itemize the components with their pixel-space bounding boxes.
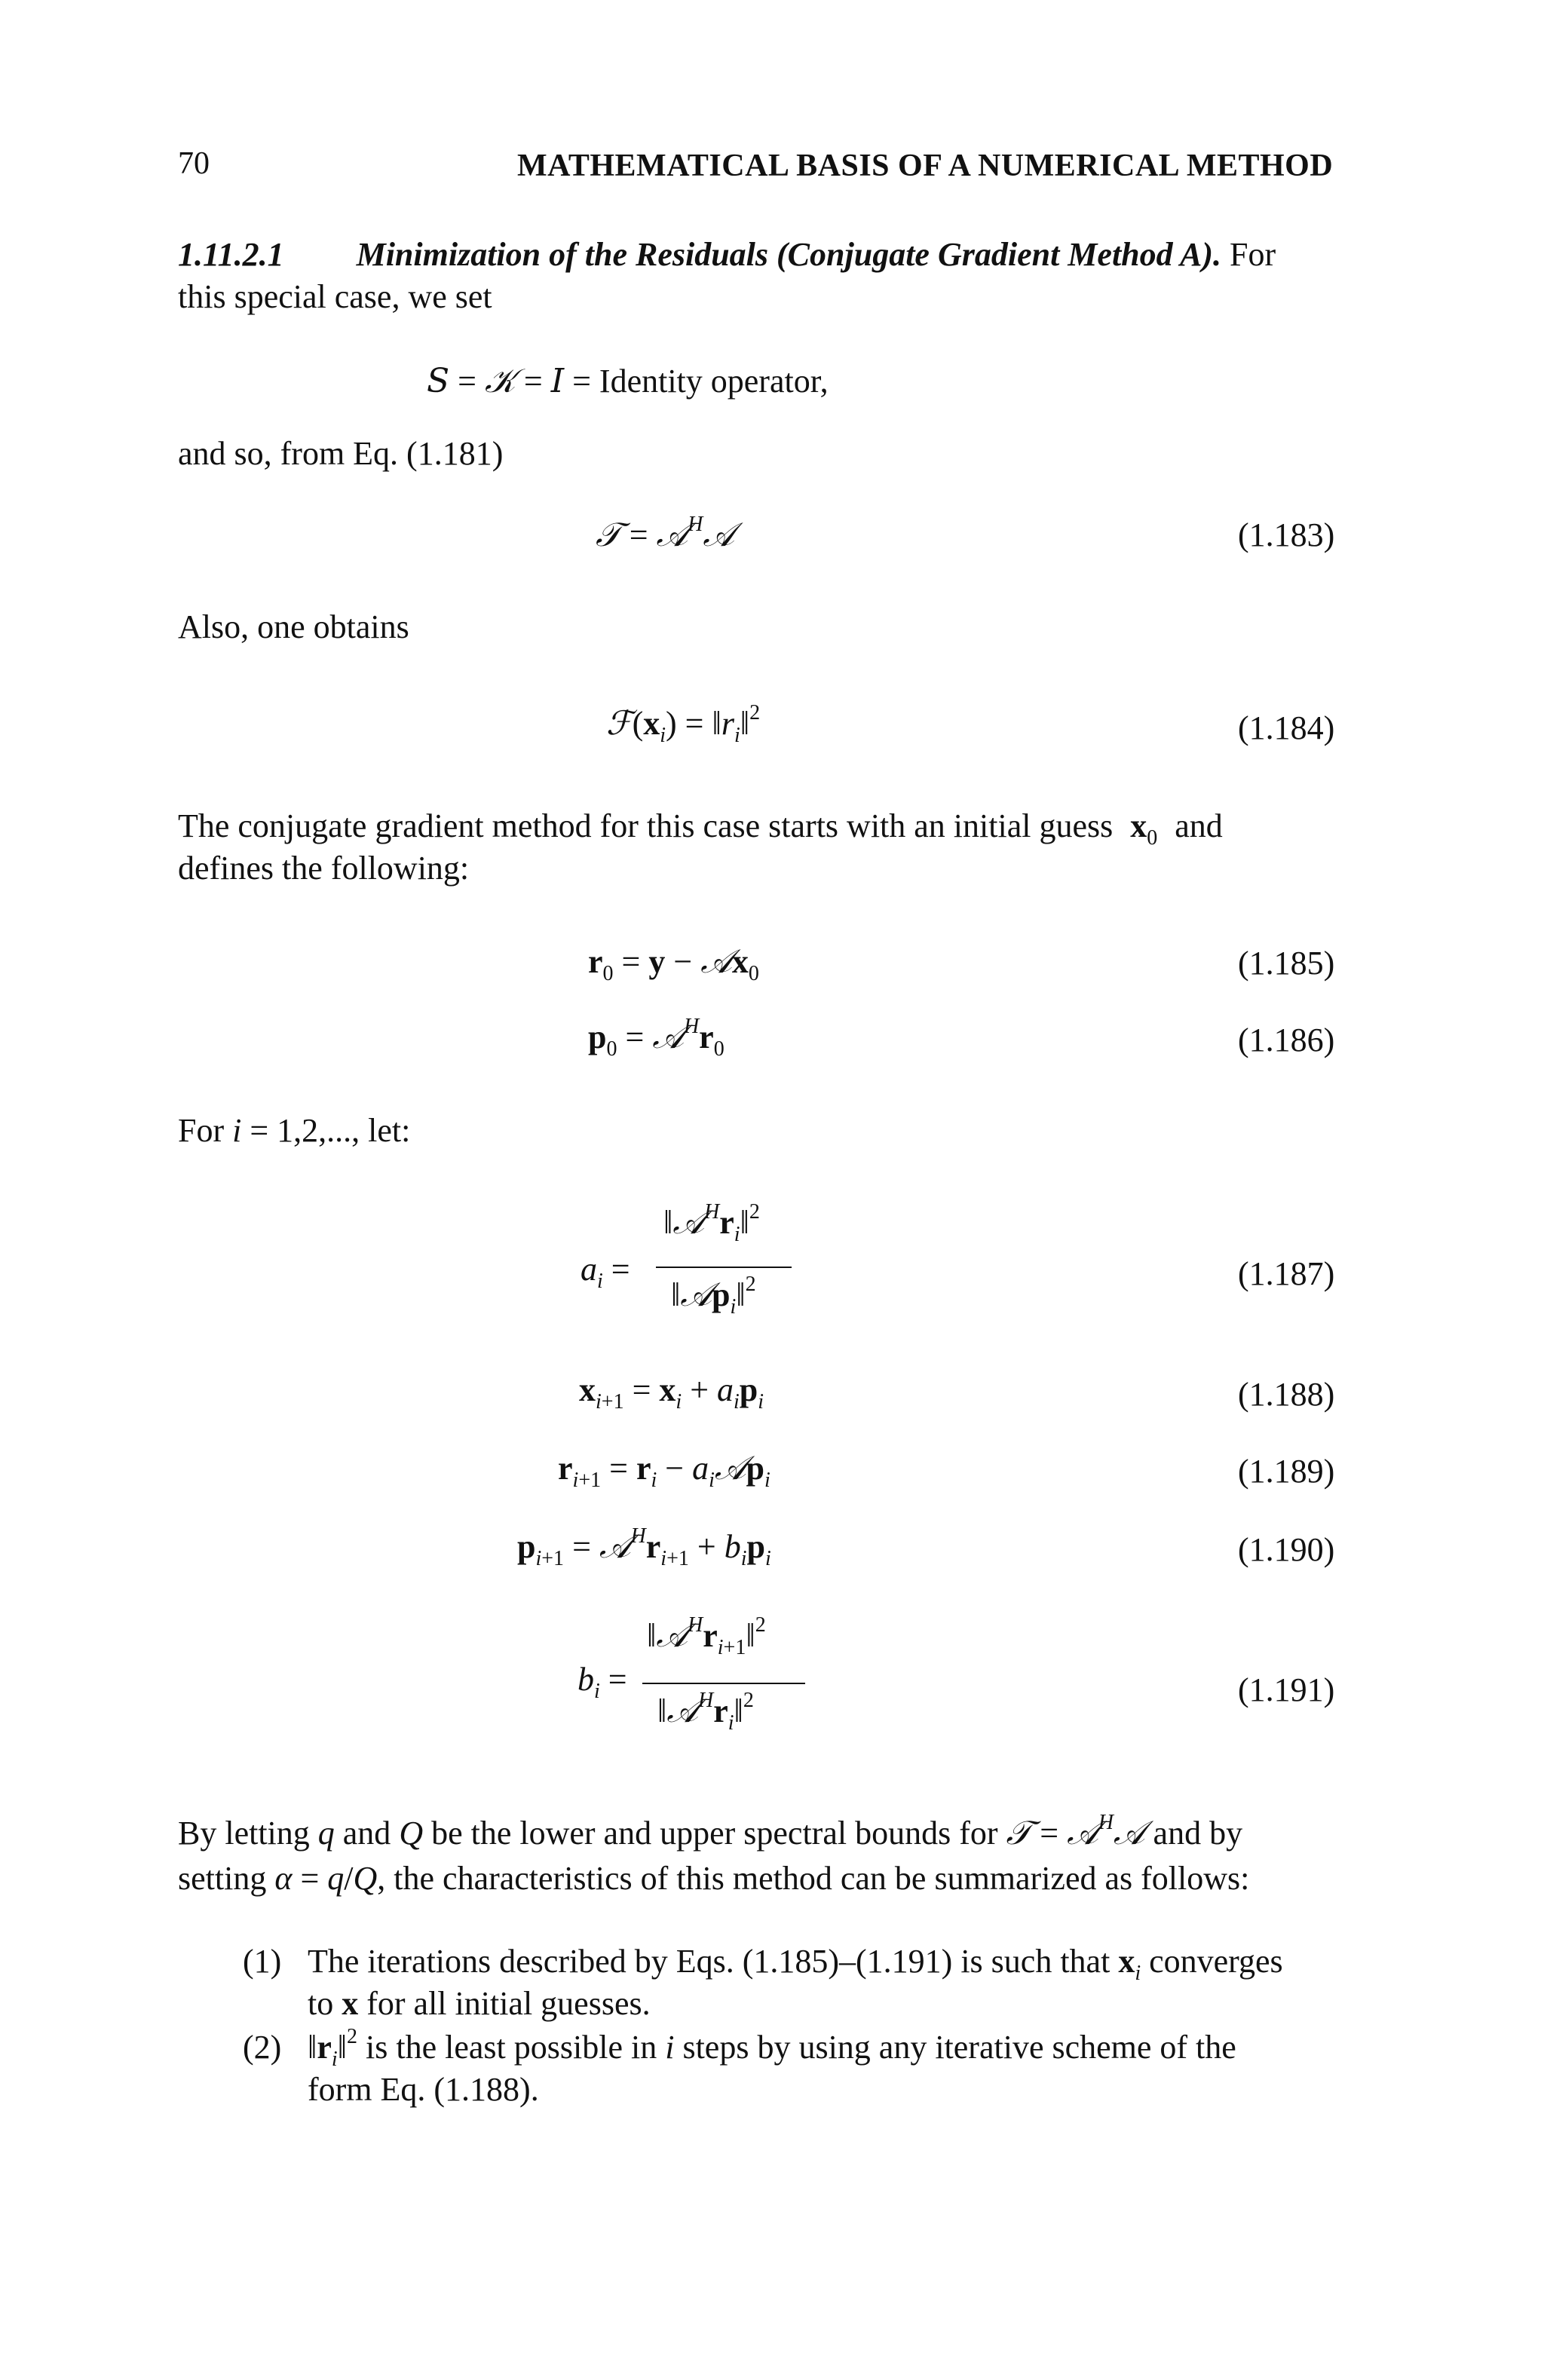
list-item-text: converges — [1149, 1943, 1283, 1980]
spectral-text-f: , the characteristics of this method can be summarized as follows: — [377, 1860, 1250, 1897]
equation-number: (1.188) — [1238, 1376, 1335, 1413]
equation-number: (1.184) — [1238, 709, 1335, 746]
page-number: 70 — [178, 146, 210, 181]
equation-1-184: $ℱ(x_i)$ = $‖r_i‖^2$ — [606, 701, 761, 747]
fraction-bar — [656, 1267, 792, 1268]
fraction-bar — [642, 1683, 805, 1684]
section-number: 1.11.2.1 — [178, 236, 284, 273]
equation-1-190: $p_{i+1}$ = $𝒜^Hr_{i+1} + b_ip_i$ — [517, 1524, 771, 1570]
cg-paragraph-line2: defines the following: — [178, 850, 470, 887]
list-item: The iterations described by Eqs. (1.185)–(1.191) is such that $x_i$ converges — [308, 1943, 1283, 1985]
equation-number: (1.187) — [1238, 1255, 1335, 1292]
equation-number: (1.189) — [1238, 1453, 1335, 1490]
spectral-text-b: and — [342, 1815, 391, 1852]
equation-1-191-lhs: $b_i$ = — [577, 1661, 627, 1703]
equation-number: (1.186) — [1238, 1022, 1335, 1058]
equation-number: (1.191) — [1238, 1671, 1335, 1708]
for-i-label: For — [178, 1112, 225, 1149]
equation-1-189: $r_{i+1} = r_i$ − $a_i𝒜p_i$ — [558, 1449, 770, 1492]
list-item-text: for all initial guesses. — [366, 1985, 651, 2022]
spectral-text-c: be the lower and upper spectral bounds for — [431, 1815, 998, 1852]
list-item-marker: (2) — [243, 2029, 282, 2066]
and-so-text: and so, from Eq. (1.181) — [178, 435, 504, 472]
spectral-text-e: setting — [178, 1860, 267, 1897]
identity-equation: S = 𝒦 = I = Identity operator, — [427, 362, 829, 400]
list-item-marker: (1) — [243, 1943, 282, 1980]
equation-1-185: $r_0 = y$ − 𝒜x$_0$ — [588, 942, 759, 985]
equation-1-183: 𝒯 = 𝒜$^H$𝒜 — [596, 513, 735, 554]
for-i-text: For i = 1,2,..., let: — [178, 1112, 411, 1149]
list-item: $‖r_i‖^2$ is the least possible in i steps by using any iterative scheme of the — [308, 2025, 1236, 2071]
cg-line1-text: The conjugate gradient method for this case starts with an initial guess — [178, 807, 1114, 844]
equation-1-187-denominator: ‖𝒜p$_i$‖$^2$ — [671, 1273, 756, 1319]
list-item-text: steps by using any iterative scheme of the — [682, 2029, 1236, 2066]
equation-1-188: $x_{i+1} = x_i + a_ip_i$ — [579, 1371, 764, 1414]
spectral-line1: By letting q and Q be the lower and upper spectral bounds for 𝒯 = 𝒜$^H$𝒜 and by — [178, 1811, 1243, 1852]
list-item-continuation: form Eq. (1.188). — [308, 2071, 539, 2108]
identity-label: Identity operator, — [599, 363, 829, 400]
spectral-text-d: and by — [1153, 1815, 1243, 1852]
equation-number: (1.185) — [1238, 945, 1335, 982]
list-item-text: The iterations described by Eqs. (1.185)–(1.191) is such that — [308, 1943, 1111, 1980]
spectral-text-a: By letting — [178, 1815, 310, 1852]
cg-line1-end: and — [1175, 807, 1223, 844]
section-title: Minimization of the Residuals (Conjugate Gradient Method A). — [356, 236, 1222, 273]
running-title: MATHEMATICAL BASIS OF A NUMERICAL METHOD — [517, 149, 1334, 183]
equation-1-191-numerator: $‖𝒜^Hr_{i+1}‖^2$ — [647, 1613, 766, 1659]
equation-1-187-numerator: $‖𝒜^Hr_i‖^2$ — [663, 1200, 760, 1246]
equation-number: (1.190) — [1238, 1531, 1335, 1568]
equation-1-187-lhs: $a_i$ = — [581, 1251, 630, 1293]
cg-paragraph-line1: The conjugate gradient method for this case starts with an initial guess $x_0$ and — [178, 807, 1223, 850]
equation-number: (1.183) — [1238, 516, 1335, 553]
for-i-tail: = 1,2,..., let: — [250, 1112, 411, 1149]
list-item-text: to — [308, 1985, 334, 2022]
equation-1-186: $p_0$ = $𝒜^Hr_0$ — [588, 1015, 725, 1061]
spectral-line2: setting α = q/Q, the characteristics of this method can be summarized as follows: — [178, 1860, 1250, 1897]
equation-1-191-denominator: $‖𝒜^Hr_i‖^2$ — [657, 1689, 754, 1735]
section-heading — [178, 238, 1276, 271]
list-item-continuation: to x for all initial guesses. — [308, 1985, 651, 2022]
section-line2: this special case, we set — [178, 278, 492, 315]
also-text: Also, one obtains — [178, 608, 409, 645]
list-item-text: is the least possible in — [366, 2029, 657, 2066]
section-title-tail: For — [1230, 236, 1276, 273]
